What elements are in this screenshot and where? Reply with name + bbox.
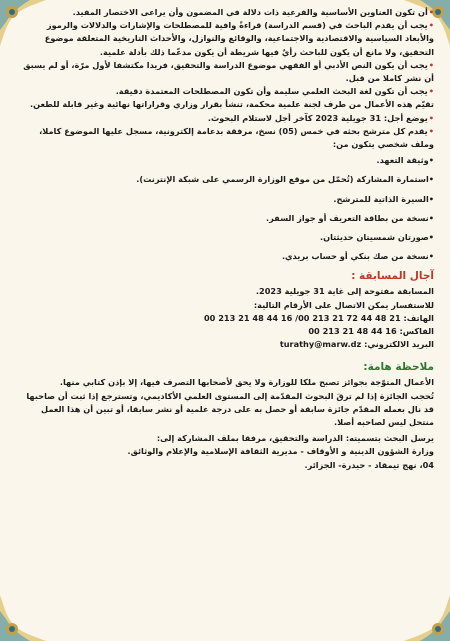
file-item: •نسخة من صك بنكي أو حساب بريدي. bbox=[281, 251, 434, 262]
fax-line bbox=[16, 325, 434, 338]
phone-line bbox=[16, 312, 434, 325]
inquiry-line: للاستفسار يمكن الاتصال على الأرقام التالية: bbox=[253, 299, 434, 310]
note-paragraph: 04، نهج تيمقاد - حيدرة- الجزائر. bbox=[304, 459, 434, 470]
note-paragraph: وزارة الشؤون الدينية و الأوقاف - مديرية الثقافة الإسلامية والإعلام والوثائق. bbox=[127, 446, 434, 457]
bullet-icon: • bbox=[428, 59, 434, 70]
file-item: •السيرة الذاتية للمترشح. bbox=[333, 193, 434, 204]
deadline-open-line: المسابقة مفتوحة إلى غاية 31 جويلية 2023. bbox=[255, 286, 434, 297]
condition-item: •يجب أن تكون لغة البحث العلمي سليمة وأن تكون المصطلحات المعتمدة دقيقة. bbox=[115, 86, 434, 97]
condition-item: •يجب أن يقدم الباحث في (قسم الدراسة) قراءةً وافية للمصطلحات والإشارات والدلالات والرموز والأبعاد السياسية والاقتصادية والاجتماعية، والوقائع والنوازل، والأحداث التاريخية المتعلقة موضوع التحقيق، ولا مانع أن يكون للباحث رأيٌ فيها شريطة أن يكون مدعّما ذلك بأدلة علمية. bbox=[44, 20, 434, 57]
condition-item: •يجب أن يكون النص الأدبي أو الفقهي موضوع الدراسة والتحقيق، فريدا مكتشفا لأول مرّة، أو لم يسبق أن نشر كاملا من قبل. bbox=[23, 59, 434, 84]
file-items-list bbox=[16, 154, 434, 263]
condition-item: •أن تكون العناوين الأساسية والفرعية ذات دلالة في المضمون وأن يراعى الاختصار المفيد. bbox=[72, 7, 434, 17]
file-item: •استمارة المشاركة (تُحمّل من موقع الوزارة الرسمي على شبكة الإنترنت). bbox=[136, 174, 434, 185]
file-item: •نسخة من بطاقة التعريف أو جواز السفر. bbox=[265, 212, 434, 223]
email-line bbox=[16, 338, 434, 351]
phone-label: الهاتف: bbox=[403, 312, 434, 323]
note-paragraph: تُحجب الجائزة إذا لم ترقَ البحوث المقدّمة إلى المستوى العلمي الأكاديمي، وتسترجع إذا ثبت أن صاحبها قد نال بعمله المقدّم جائزة سابقة أو حصل به على درجة علمية أو نشر سابقا، أو تبين أن هذا العمل منتحل ليس لصاحبه أصلا. bbox=[26, 390, 434, 428]
bullet-icon: • bbox=[428, 86, 434, 97]
email-value[interactable]: turathy@marw.dz bbox=[279, 339, 362, 350]
submission-item: •يقدم كل مترشح بحثه في خمس (05) نسخ، مرفقة بدعامة إلكترونية، مسجل عليها الموضوع كاملا، وملف شخصي يتكون من: bbox=[39, 125, 434, 150]
bullet-icon: • bbox=[428, 112, 434, 123]
bullet-icon: • bbox=[428, 125, 434, 136]
email-label: البريد الالكتروني: bbox=[364, 339, 434, 350]
note-paragraph: يرسل البحث بتسميته: الدراسة والتحقيق، مرفقا بملف المشاركة إلى: bbox=[156, 433, 434, 444]
fax-value: 00 213 21 48 44 16 bbox=[308, 326, 397, 337]
note-paragraph: الأعمال المتوّجة بجوائز تصبح ملكا للوزارة ولا يحق لأصحابها التصرف فيها، إلا بإذن كتابي منها. bbox=[59, 377, 434, 388]
document-body bbox=[16, 6, 434, 637]
note-heading: ملاحظة هامة: bbox=[363, 361, 434, 374]
fax-label: الفاكس: bbox=[399, 326, 434, 337]
phone-value: 00 213 21 48 44 16 /00 213 21 72 44 48 21 bbox=[203, 312, 401, 323]
file-item: •وثيقة التعهد. bbox=[376, 155, 434, 166]
bullet-icon: • bbox=[428, 20, 434, 31]
deadlines-heading: آجال المسابقة : bbox=[351, 270, 434, 283]
file-item: •صورتان شمسيتان حديثتان. bbox=[319, 232, 434, 243]
evaluation-note: تقيّم هذه الأعمال من طرف لجنة علمية محكمة، تنشأ بقرار وزاري وقراراتها نهائية وغير قابلة للطعن. bbox=[30, 99, 434, 110]
deadline-item: •يوضع أجل: 31 جويلية 2023 كآخر أجل لاستلام البحوث. bbox=[207, 112, 434, 123]
bullet-icon: • bbox=[428, 7, 434, 17]
